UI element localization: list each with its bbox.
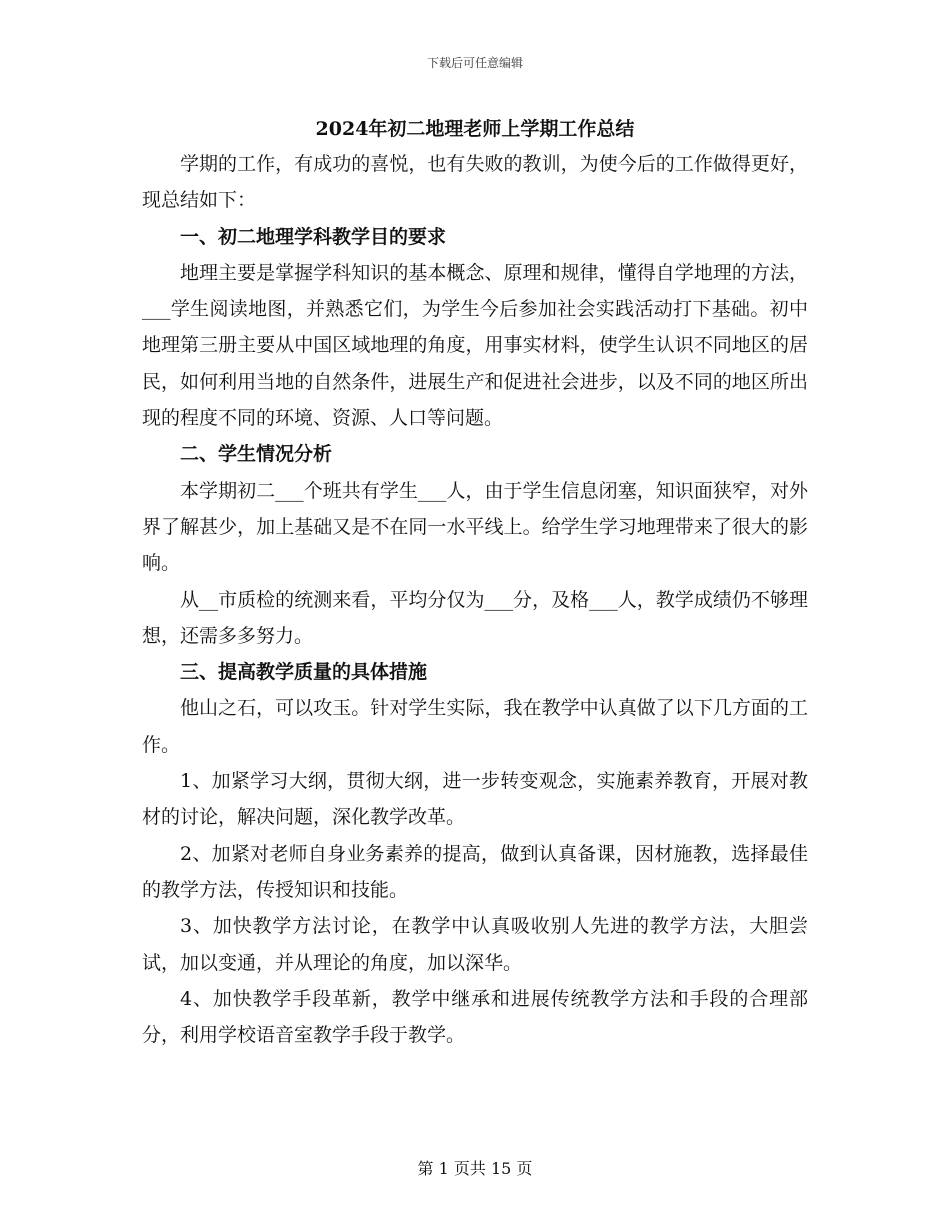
document-body (142, 112, 808, 1053)
document-title: 2024年初二地理老师上学期工作总结 (315, 118, 635, 140)
section-1-paragraph: 地理主要是掌握学科知识的基本概念、原理和规律，懂得自学地理的方法，___学生阅读地图，并熟悉它们，为学生今后参加社会实践活动打下基础。初中地理第三册主要从中国区域地理的角度，用事实材料，使学生认识不同地区的居民，如何利用当地的自然条件，进展生产和促进社会进步，以及不同的地区所出现的程度不同的环境、资源、人口等问题。 (142, 261, 808, 430)
section-2-paragraph-2: 从__市质检的统测来看，平均分仅为___分，及格___人，教学成绩仍不够理想，还需多多努力。 (142, 588, 808, 647)
section-2-paragraph-1: 本学期初二___个班共有学生___人，由于学生信息闭塞，知识面狭窄，对外界了解甚少，加上基础又是不在同一水平线上。给学生学习地理带来了很大的影响。 (142, 479, 808, 575)
measure-item-2: 2、加紧对老师自身业务素养的提高，做到认真备课，因材施教，选择最佳的教学方法，传授知识和技能。 (142, 842, 808, 901)
intro-paragraph: 学期的工作，有成功的喜悦，也有失败的教训，为使今后的工作做得更好，现总结如下： (142, 153, 808, 212)
measure-item-1: 1、加紧学习大纲，贯彻大纲，进一步转变观念，实施素养教育，开展对教材的讨论，解决问题，深化教学改革。 (142, 770, 808, 829)
section-3-paragraph-intro: 他山之石，可以攻玉。针对学生实际，我在教学中认真做了以下几方面的工作。 (142, 697, 808, 756)
section-heading-1: 一、初二地理学科教学目的要求 (180, 225, 447, 248)
section-heading-3: 三、提高教学质量的具体措施 (180, 661, 428, 684)
section-heading-2: 二、学生情况分析 (180, 443, 333, 466)
page-number-footer: 第 1 页共 15 页 (417, 1159, 533, 1178)
measure-item-3: 3、加快教学方法讨论，在教学中认真吸收别人先进的教学方法，大胆尝试，加以变通，并从理论的角度，加以深华。 (142, 915, 808, 974)
measure-item-4: 4、加快教学手段革新，教学中继承和进展传统教学方法和手段的合理部分，利用学校语音室教学手段于教学。 (142, 987, 808, 1047)
header-note: 下载后可任意编辑 (426, 56, 523, 70)
